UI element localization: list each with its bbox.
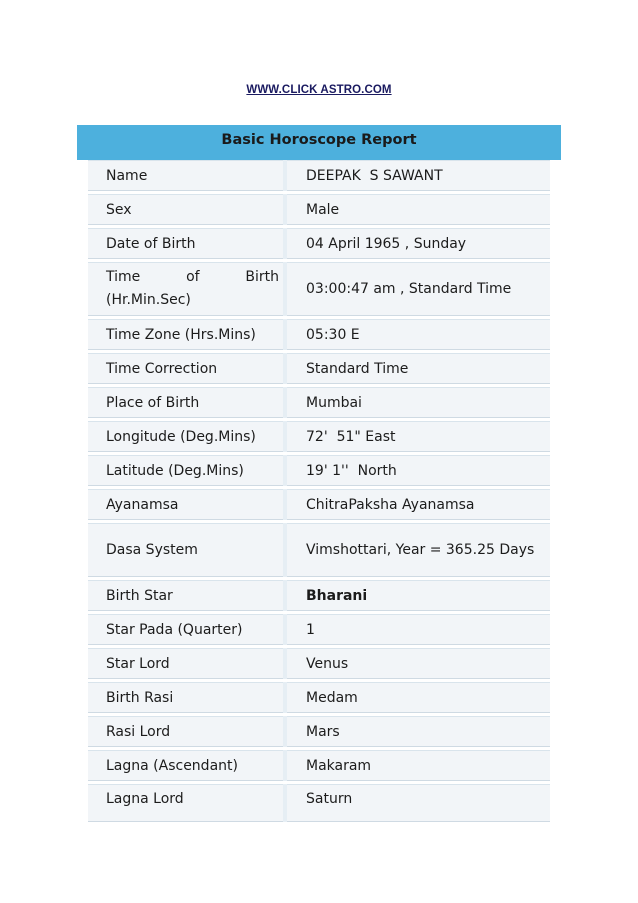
row-label: Rasi Lord: [88, 716, 283, 747]
row-value: 19' 1'' North: [287, 455, 550, 486]
row-label: Ayanamsa: [88, 489, 283, 520]
row-value: Vimshottari, Year = 365.25 Days: [287, 523, 550, 577]
table-row: [88, 228, 550, 259]
row-value: Standard Time: [287, 353, 550, 384]
row-value: Mumbai: [287, 387, 550, 418]
row-label: Time Zone (Hrs.Mins): [88, 319, 283, 350]
row-value: Saturn: [287, 784, 550, 822]
row-value: Male: [287, 194, 550, 225]
row-value: 72' 51" East: [287, 421, 550, 452]
table-row: [88, 523, 550, 577]
table-row: [88, 614, 550, 645]
table-row: [88, 387, 550, 418]
report-title: Basic Horoscope Report: [77, 125, 561, 160]
row-label: Time of Birth (Hr.Min.Sec): [88, 262, 283, 316]
table-row: [88, 353, 550, 384]
table-row: [88, 489, 550, 520]
row-value: ChitraPaksha Ayanamsa: [287, 489, 550, 520]
row-label: Star Pada (Quarter): [88, 614, 283, 645]
row-value: 05:30 E: [287, 319, 550, 350]
row-value: Makaram: [287, 750, 550, 781]
table-row: [88, 784, 550, 822]
row-value: Mars: [287, 716, 550, 747]
row-label: Latitude (Deg.Mins): [88, 455, 283, 486]
table-row: [88, 750, 550, 781]
row-label: Dasa System: [88, 523, 283, 577]
table-row: [88, 580, 550, 611]
table-row: [88, 648, 550, 679]
table-row: [88, 455, 550, 486]
row-label: Lagna (Ascendant): [88, 750, 283, 781]
row-label: Lagna Lord: [88, 784, 283, 822]
row-label: Sex: [88, 194, 283, 225]
row-label: Birth Star: [88, 580, 283, 611]
table-row: [88, 421, 550, 452]
horoscope-report: [77, 125, 561, 822]
row-label: Time Correction: [88, 353, 283, 384]
row-label: Place of Birth: [88, 387, 283, 418]
table-row: [88, 262, 550, 316]
table-row: [88, 194, 550, 225]
row-label: Birth Rasi: [88, 682, 283, 713]
table-row: [88, 319, 550, 350]
table-row: [88, 160, 550, 191]
row-value: 04 April 1965 , Sunday: [287, 228, 550, 259]
row-label: Name: [88, 160, 283, 191]
row-value: 03:00:47 am , Standard Time: [287, 262, 550, 316]
table-row: [88, 682, 550, 713]
table-row: [88, 716, 550, 747]
row-label: Longitude (Deg.Mins): [88, 421, 283, 452]
row-label: Date of Birth: [88, 228, 283, 259]
site-link[interactable]: WWW.CLICK ASTRO.COM: [246, 84, 392, 96]
row-value: DEEPAK S SAWANT: [287, 160, 550, 191]
row-value: 1: [287, 614, 550, 645]
row-label: Star Lord: [88, 648, 283, 679]
row-value: Bharani: [287, 580, 550, 611]
report-table: [88, 160, 550, 822]
row-value: Venus: [287, 648, 550, 679]
row-value: Medam: [287, 682, 550, 713]
